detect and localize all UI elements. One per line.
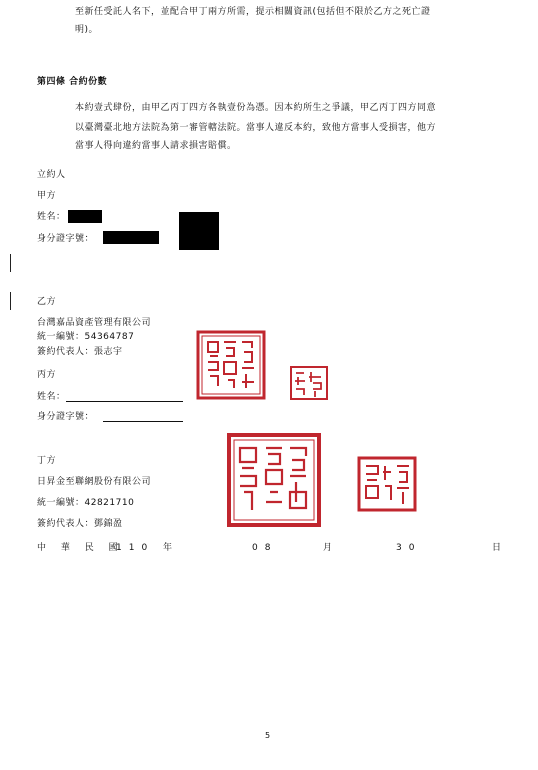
date-year-unit: 年 bbox=[163, 543, 173, 553]
date-month: 08 bbox=[252, 543, 278, 553]
article-4-line-1: 本約壹式肆份，由甲乙丙丁四方各執壹份為憑。因本約所生之爭議，甲乙丙丁四方同意 bbox=[75, 103, 437, 113]
party-d-company: 日昇金至聯網股份有限公司 bbox=[37, 477, 152, 487]
revision-bar bbox=[10, 254, 11, 272]
party-b-company: 台灣嘉品資產管理有限公司 bbox=[37, 318, 152, 328]
article-4-heading: 第四條 合約份數 bbox=[37, 77, 108, 87]
clause-prev-line-1: 至新任受託人名下，並配合甲丁兩方所需，提示相關資訊(包括但不限於乙方之死亡證 bbox=[75, 7, 431, 17]
party-a-id-redaction bbox=[103, 231, 159, 244]
party-c-name-underline bbox=[66, 401, 183, 402]
party-b-company-seal bbox=[196, 330, 266, 400]
party-b-label: 乙方 bbox=[37, 297, 57, 307]
party-d-rep: 簽約代表人：鄧錦盈 bbox=[37, 519, 123, 529]
page-number: 5 bbox=[265, 731, 271, 740]
clause-prev-line-2: 明)。 bbox=[75, 25, 99, 35]
revision-bar bbox=[10, 292, 11, 310]
party-a-name-redaction bbox=[68, 210, 102, 223]
party-c-label: 丙方 bbox=[37, 370, 57, 380]
date-day: 30 bbox=[396, 543, 422, 553]
date-year: 110 bbox=[116, 543, 155, 553]
article-4-line-3: 當事人得向違約當事人請求損害賠償。 bbox=[75, 141, 237, 151]
signatories-title: 立約人 bbox=[37, 170, 66, 180]
date-era: 中 華 民 國 bbox=[37, 543, 124, 553]
party-b-rep: 簽約代表人：張志宇 bbox=[37, 347, 123, 357]
party-a-label: 甲方 bbox=[37, 191, 57, 201]
party-d-tax-id: 統一編號：42821710 bbox=[37, 498, 135, 508]
article-4-line-2: 以臺灣臺北地方法院為第一審管轄法院。當事人違反本約，致他方當事人受損害，他方 bbox=[75, 123, 437, 133]
party-a-seal-redaction bbox=[179, 212, 219, 250]
party-d-label: 丁方 bbox=[37, 456, 57, 466]
party-c-id-underline bbox=[103, 421, 183, 422]
party-a-id-label: 身分證字號： bbox=[37, 234, 95, 244]
party-c-name-label: 姓名： bbox=[37, 392, 66, 402]
party-d-rep-seal bbox=[357, 456, 417, 512]
party-b-rep-seal bbox=[289, 365, 329, 401]
party-a-name-label: 姓名： bbox=[37, 212, 66, 222]
date-month-unit: 月 bbox=[323, 543, 333, 553]
party-b-tax-id: 統一編號：54364787 bbox=[37, 332, 135, 342]
party-c-id-label: 身分證字號： bbox=[37, 412, 95, 422]
date-day-unit: 日 bbox=[492, 543, 502, 553]
party-d-company-seal bbox=[226, 432, 322, 528]
